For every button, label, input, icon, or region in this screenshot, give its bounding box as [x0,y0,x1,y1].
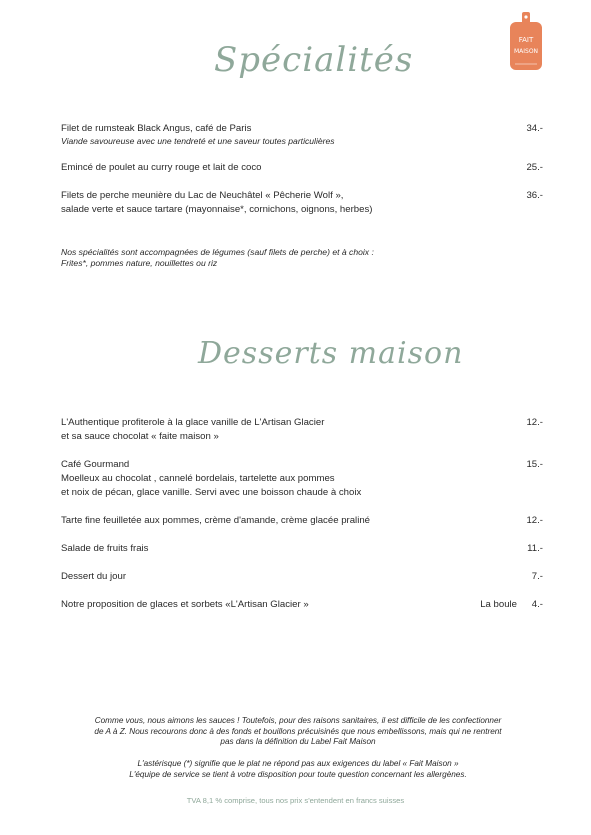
footer-line4: L'astérisque (*) signifie que le plat ne répond pas aux exigences du label « Fait Maison » [137,759,459,768]
item-name-line1: L'Authentique profiterole à la glace vanille de L'Artisan Glacier [61,417,325,428]
note-line2: Frites*, pommes nature, nouillettes ou riz [61,258,218,268]
item-name: Emincé de poulet au curry rouge et lait de coco [61,162,262,173]
item-price: 12.- [526,417,543,428]
fait-maison-logo [505,12,547,74]
item-price: 36.- [526,190,543,201]
footer-line3: pas dans la définition du Label Fait Maison [220,737,376,746]
menu-item-cafe-gourmand [61,458,543,500]
item-unit: La boule [480,599,517,610]
item-price: 15.- [526,459,543,470]
menu-item-filets-perche [61,189,543,217]
footer-allergens-note [55,759,541,780]
note-line1: Nos spécialités sont accompagnées de légumes (sauf filets de perche) et à choix : [61,247,374,257]
item-name-line2: Moelleux au chocolat , cannelé bordelais, tartelette aux pommes [61,473,335,484]
item-price: 7.- [531,571,543,582]
menu-item-profiterole [61,416,543,444]
item-name-line2: salade verte et sauce tartare (mayonnaise*, cornichons, oignons, herbes) [61,204,373,215]
menu-item-salade-fruits [61,542,543,556]
item-name-line2: et sa sauce chocolat « faite maison » [61,431,219,442]
logo-text-1: FAIT [518,36,534,44]
tva-note: TVA 8,1 % comprise, tous nos prix s'entendent en francs suisses [186,796,405,805]
item-name-line1: Filets de perche meunière du Lac de Neuchâtel « Pêcherie Wolf », [61,190,344,201]
footer-line1: Comme vous, nous aimons les sauces ! Toutefois, pour des raisons sanitaires, il est difficile de les confectionner [94,716,502,725]
item-name: Notre proposition de glaces et sorbets «L'Artisan Glacier » [61,599,309,610]
section-title-specialites: Spécialités [214,40,414,80]
menu-item-dessert-du-jour [61,570,543,584]
item-name-line1: Café Gourmand [61,459,130,470]
item-price: 34.- [526,123,543,134]
item-description: Viande savoureuse avec une tendreté et une saveur toutes particulières [61,136,335,146]
menu-item-poulet-curry [61,161,543,175]
item-name: Tarte fine feuilletée aux pommes, crème d'amande, crème glacée praliné [61,515,370,526]
menu-item-rumsteak [61,122,543,147]
menu-item-glaces-sorbets [61,598,543,612]
item-name: Filet de rumsteak Black Angus, café de Paris [61,123,252,134]
footer-sauces-note [55,716,541,748]
item-price: 11.- [527,543,543,554]
specialites-note [61,247,481,269]
item-price: 4.- [531,599,543,610]
item-price: 25.- [526,162,543,173]
item-name-line3: et noix de pécan, glace vanille. Servi avec une boisson chaude à choix [61,487,362,498]
item-price: 12.- [526,515,543,526]
section-title-desserts: Desserts maison [198,336,464,371]
item-name: Salade de fruits frais [61,543,149,554]
item-name: Dessert du jour [61,571,127,582]
menu-item-tarte-fine [61,514,543,528]
footer-line2: de A à Z. Nous recourons donc à des fonds et bouillons précuisinés que nous embellissons, mais qui ne rentrent [94,726,502,736]
logo-text-2: MAISON [513,48,539,55]
footer-line5: L'équipe de service se tient à votre disposition pour toute question concernant les allergènes. [129,769,467,779]
